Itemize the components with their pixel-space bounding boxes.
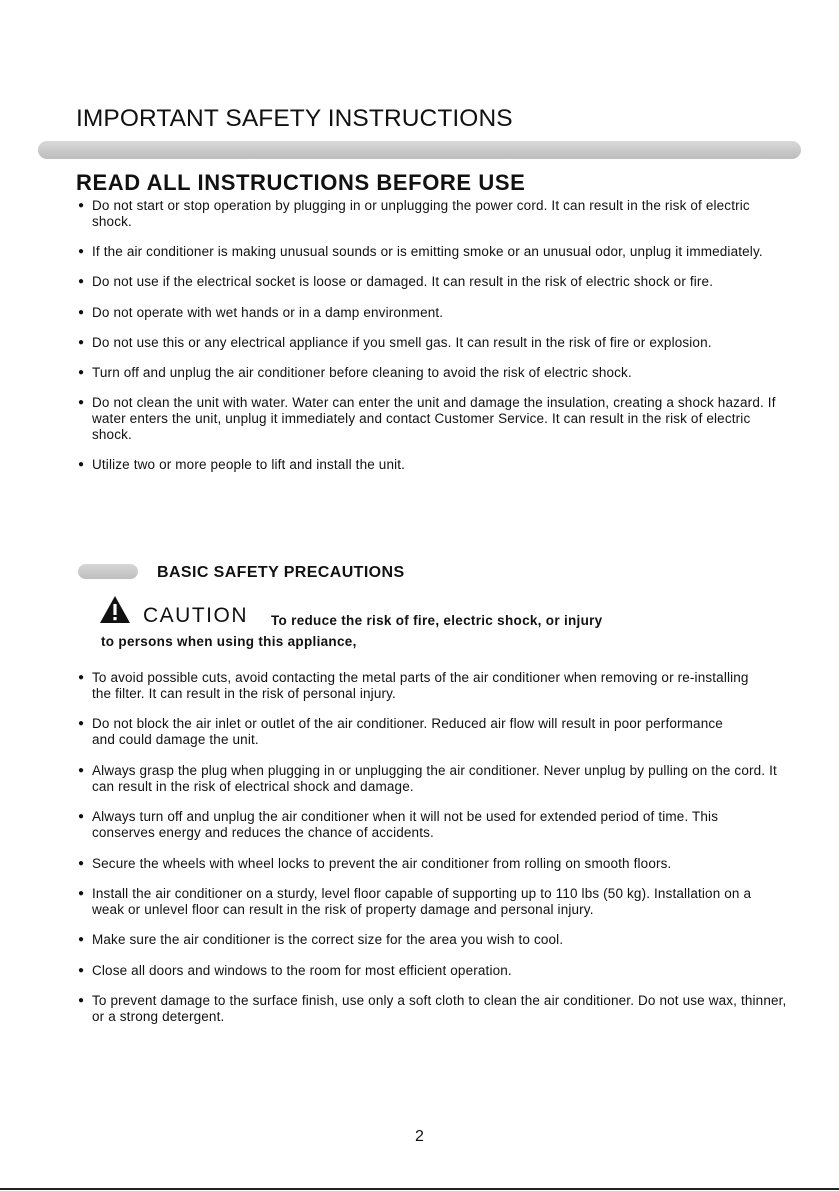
list-item: ● Make sure the air conditioner is the correct size for the area you wish to cool. — [78, 932, 784, 948]
list-item: ● If the air conditioner is making unusual sounds or is emitting smoke or an unusual odor, unplug it immediately. — [78, 244, 772, 260]
title-divider-bar — [38, 141, 801, 159]
warning-triangle-icon — [99, 595, 131, 624]
caution-text-line2: to persons when using this appliance, — [101, 634, 357, 649]
safety-instructions-list — [78, 198, 788, 473]
list-item: ● To prevent damage to the surface finish, use only a soft cloth to clean the air conditioner. Do not use wax, thinner, or a strong detergent. — [78, 993, 792, 1025]
list-item: ● Install the air conditioner on a sturdy, level floor capable of supporting up to 110 lbs (50 kg). Installation on a weak or unlevel floor can result in the risk of property damage and personal injury. — [78, 886, 782, 918]
basic-precautions-list — [78, 670, 787, 1025]
section-heading-basic-precautions: BASIC SAFETY PRECAUTIONS — [157, 564, 405, 581]
list-item: ● Always grasp the plug when plugging in or unplugging the air conditioner. Never unplug by pulling on the cord. It can result in the risk of electrical shock and damage. — [78, 763, 784, 795]
list-item: ● Close all doors and windows to the room for most efficient operation. — [78, 963, 784, 979]
list-item: ● Do not clean the unit with water. Water can enter the unit and damage the insulation, creating a shock hazard. If water enters the unit, unplug it immediately and contact Customer Service. It can result in the risk of electric shock. — [78, 395, 788, 443]
list-item: ● Do not block the air inlet or outlet of the air conditioner. Reduced air flow will result in poor performance and could damage the unit. — [78, 716, 732, 748]
list-item: ● Utilize two or more people to lift and install the unit. — [78, 457, 788, 473]
bottom-rule — [0, 1188, 839, 1190]
list-item: ● To avoid possible cuts, avoid contacting the metal parts of the air conditioner when removing or re-installing the filter. It can result in the risk of personal injury. — [78, 670, 762, 702]
list-item: ● Always turn off and unplug the air conditioner when it will not be used for extended period of time. This conserves energy and reduces the chance of accidents. — [78, 809, 784, 841]
caution-text-line1: To reduce the risk of fire, electric shock, or injury — [271, 613, 603, 628]
list-item: ● Do not operate with wet hands or in a damp environment. — [78, 305, 788, 321]
page-number: 2 — [415, 1128, 424, 1145]
list-item: ● Do not use this or any electrical appliance if you smell gas. It can result in the risk of fire or explosion. — [78, 335, 788, 351]
list-item: ● Secure the wheels with wheel locks to prevent the air conditioner from rolling on smooth floors. — [78, 856, 784, 872]
section-pill-marker — [78, 564, 138, 579]
list-item: ● Do not start or stop operation by plugging in or unplugging the power cord. It can result in the risk of electric shock. — [78, 198, 788, 230]
list-item: ● Do not use if the electrical socket is loose or damaged. It can result in the risk of electric shock or fire. — [78, 274, 788, 290]
caution-label: CAUTION — [143, 604, 248, 627]
list-item: ● Turn off and unplug the air conditioner before cleaning to avoid the risk of electric shock. — [78, 365, 788, 381]
page-title: IMPORTANT SAFETY INSTRUCTIONS — [76, 105, 513, 132]
section-heading-read-all: READ ALL INSTRUCTIONS BEFORE USE — [76, 170, 526, 195]
